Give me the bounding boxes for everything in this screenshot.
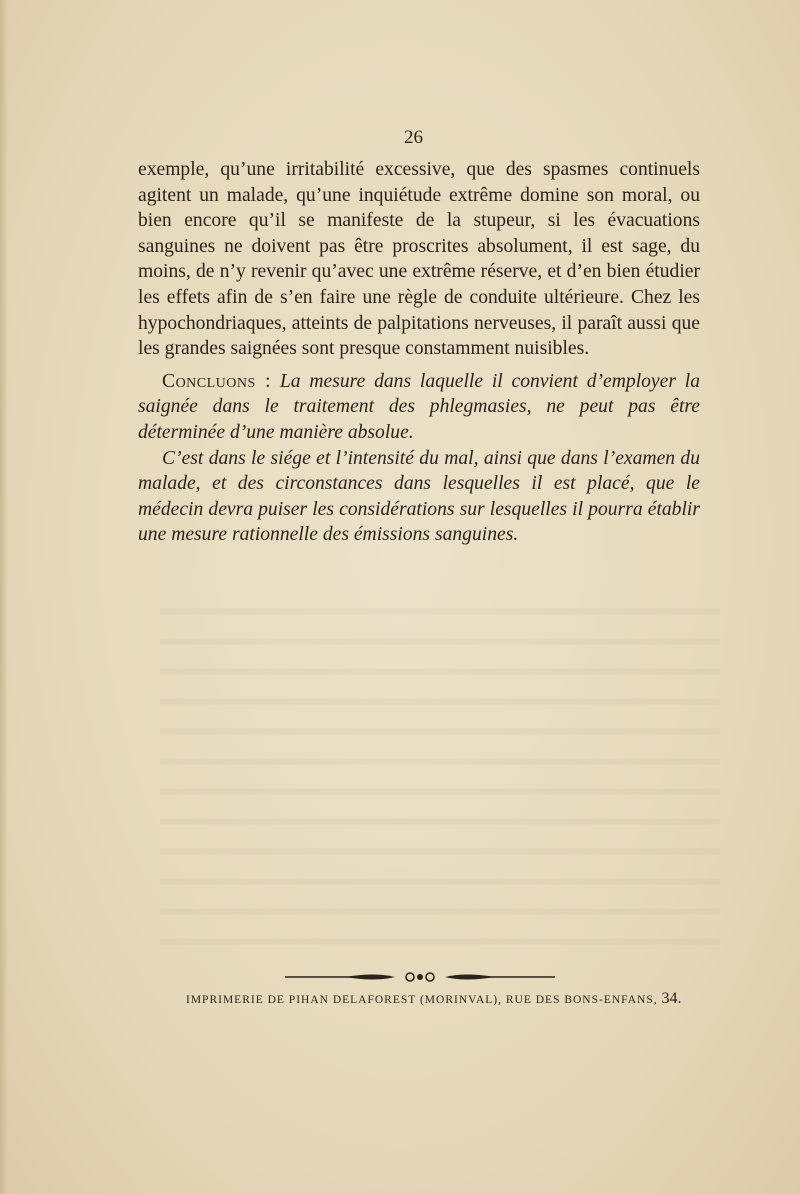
page-number: 26 bbox=[404, 127, 423, 148]
final-paragraph: C’est dans le siége et l’intensité du mal, ainsi que dans l’examen du malade, et des circonstances dans lesquelles il est placé, que le médecin devra puiser les considérations sur lesquelles il pourra établir une mesure rationnelle des émissions sanguines. bbox=[138, 447, 700, 546]
conclusion-text: La mesure dans laquelle il convient d’employer la saignée dans le traitement des phlegmasies, ne peut pas être déterminée d’une manière absolue. bbox=[138, 370, 701, 443]
conclusion-heading: Concluons : bbox=[162, 370, 272, 392]
imprint-text: IMPRIMERIE DE PIHAN DELAFOREST (MORINVAL), RUE DES BONS-ENFANS, bbox=[186, 994, 658, 1006]
page-edge-shadow bbox=[0, 0, 8, 1194]
conclusion-paragraph bbox=[138, 369, 700, 446]
ornamental-rule bbox=[285, 971, 555, 983]
imprint-number: 34. bbox=[661, 990, 682, 1007]
paragraph-continuation: exemple, qu’une irritabilité excessive, que des spasmes continuels agitent un malade, qu’une inquiétude extrême domine son moral, ou bien encore qu’il se manifeste de la stupeur, si les évacuations sanguines ne doivent pas être proscrites absolument, il est sage, du moins, de n’y revenir qu’avec une extrême réserve, et d’en bien étudier les effets afin de s’en faire une règle de conduite ultérieure. Chez les hypochondriaques, atteints de palpitations nerveuses, il paraît aussi que les grandes saignées sont presque constamment nuisibles. bbox=[138, 159, 700, 360]
printer-imprint bbox=[186, 990, 682, 1008]
show-through-text bbox=[160, 590, 720, 950]
body-text bbox=[138, 157, 700, 548]
